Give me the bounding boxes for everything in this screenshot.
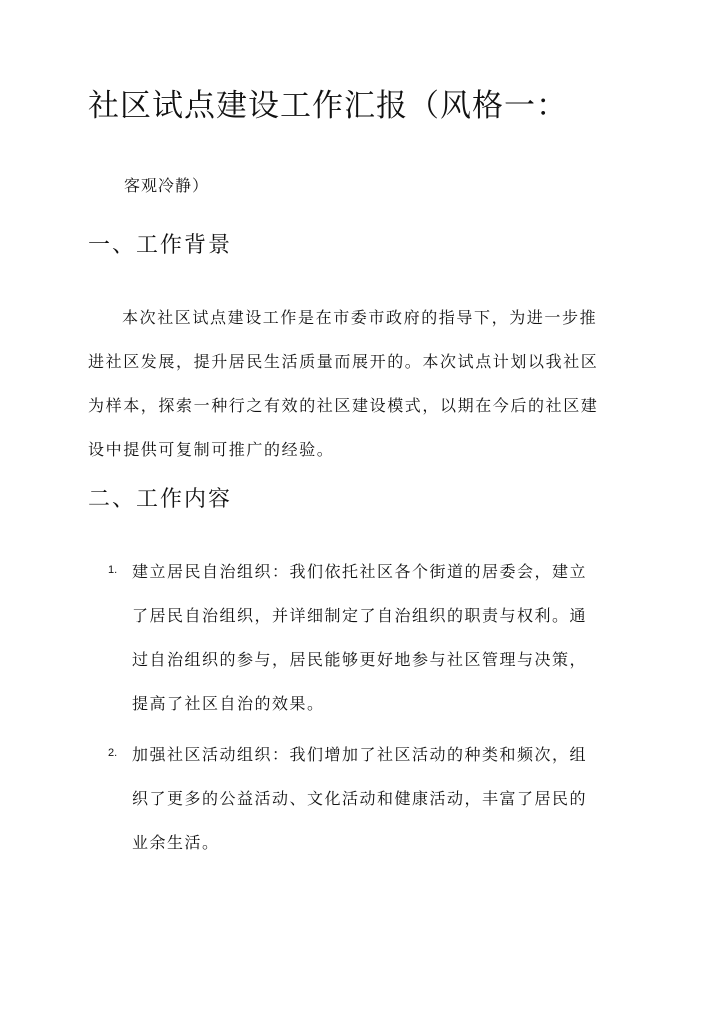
- section-heading-background: 一、工作背景: [88, 233, 233, 258]
- document-title-continuation: 客观冷静）: [124, 176, 210, 195]
- section-paragraph-background: [88, 296, 636, 472]
- paragraph-line: 进社区发展，提升居民生活质量而展开的。本次试点计划以我社区: [88, 352, 599, 371]
- list-item-line: 了居民自治组织，并详细制定了自治组织的职责与权利。通: [132, 606, 588, 625]
- list-item-line: 提高了社区自治的效果。: [132, 694, 325, 713]
- list-item-number: 1.: [108, 564, 118, 576]
- list-item-number: 2.: [108, 747, 118, 759]
- list-item-line: 加强社区活动组织：我们增加了社区活动的种类和频次，组: [132, 745, 588, 764]
- paragraph-line: 设中提供可复制可推广的经验。: [88, 440, 335, 459]
- list-item-line: 建立居民自治组织：我们依托社区各个街道的居委会，建立: [132, 562, 588, 581]
- paragraph-line: 本次社区试点建设工作是在市委市政府的指导下，为进一步推: [122, 308, 598, 327]
- document-title: 社区试点建设工作汇报（风格一：: [88, 88, 568, 124]
- list-item-text: [132, 733, 632, 865]
- list-item-line: 业余生活。: [132, 833, 220, 852]
- list-item-line: 过自治组织的参与，居民能够更好地参与社区管理与决策，: [132, 650, 588, 669]
- section-heading-content: 二、工作内容: [88, 487, 233, 512]
- list-item-line: 织了更多的公益活动、文化活动和健康活动，丰富了居民的: [132, 789, 588, 808]
- paragraph-line: 为样本，探索一种行之有效的社区建设模式，以期在今后的社区建: [88, 396, 599, 415]
- list-item-text: [132, 550, 632, 726]
